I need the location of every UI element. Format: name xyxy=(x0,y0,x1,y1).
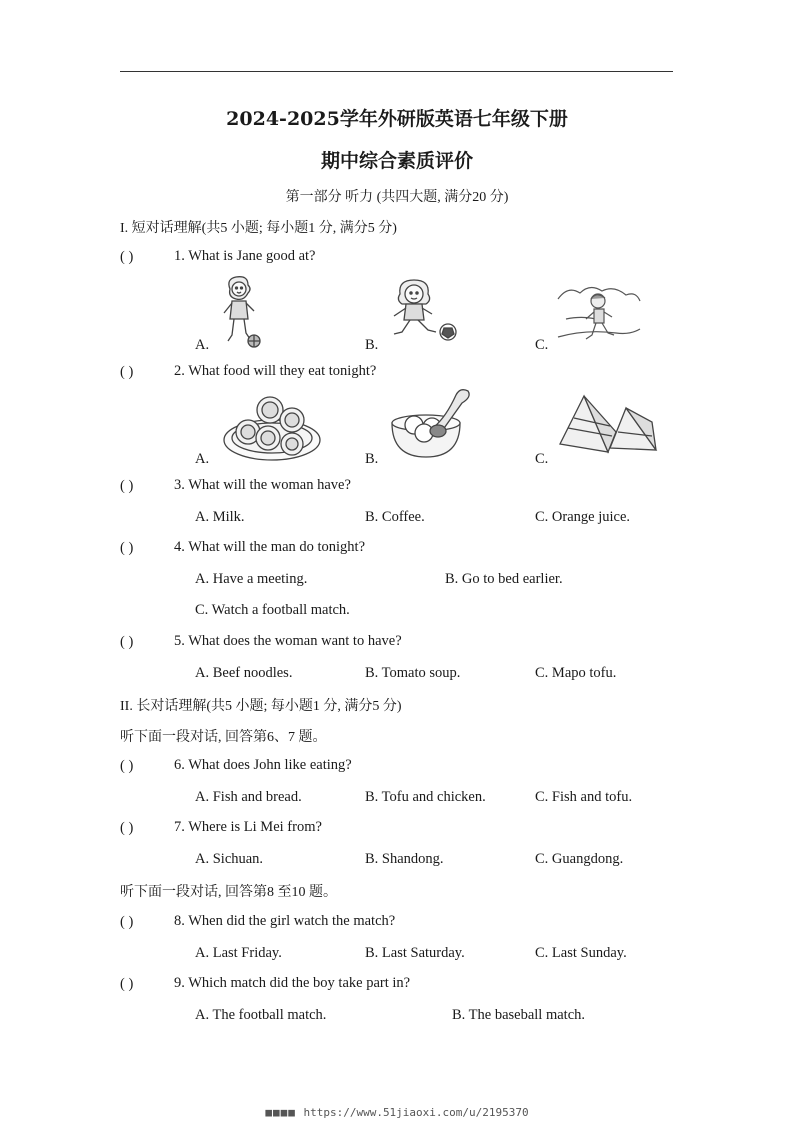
question-2-stem: 2. What food will they eat tonight? xyxy=(174,363,377,379)
page-subtitle: 期中综合素质评价 xyxy=(320,150,473,172)
option-9b[interactable]: B. The baseball match. xyxy=(452,1007,586,1023)
tangyuan-bowl-icon xyxy=(388,387,474,463)
footer-url-text[interactable]: https://www.51jiaoxi.com/u/2195370 xyxy=(303,1106,529,1119)
option-5a[interactable]: A. Beef noodles. xyxy=(195,665,293,681)
option-1b[interactable]: B. xyxy=(365,337,379,353)
option-5c[interactable]: C. Mapo tofu. xyxy=(535,665,617,681)
page-title: 2024-2025学年外研版英语七年级下册 xyxy=(226,108,568,130)
watermark-mark: ■■■■ xyxy=(265,1106,304,1119)
question-8-stem: 8. When did the girl watch the match? xyxy=(174,913,396,929)
instruction-2: 听下面一段对话, 回答第8 至10 题。 xyxy=(120,885,337,900)
option-5b[interactable]: B. Tomato soup. xyxy=(365,665,461,681)
section-heading-2: II. 长对话理解(共5 小题; 每小题1 分, 满分5 分) xyxy=(120,699,402,714)
option-1c[interactable]: C. xyxy=(535,337,549,353)
zongzi-icon xyxy=(556,392,660,462)
option-3a[interactable]: A. Milk. xyxy=(195,509,245,525)
option-6b[interactable]: B. Tofu and chicken. xyxy=(365,789,486,805)
option-2c[interactable]: C. xyxy=(535,451,549,467)
option-4a[interactable]: A. Have a meeting. xyxy=(195,571,308,587)
option-8a[interactable]: A. Last Friday. xyxy=(195,945,282,961)
option-4c[interactable]: C. Watch a football match. xyxy=(195,602,350,618)
option-7a[interactable]: A. Sichuan. xyxy=(195,851,264,867)
option-6a[interactable]: A. Fish and bread. xyxy=(195,789,302,805)
question-9-stem: 9. Which match did the boy take part in? xyxy=(174,975,411,991)
option-2a[interactable]: A. xyxy=(195,451,210,467)
part-heading: 第一部分 听力 (共四大题, 满分20 分) xyxy=(285,190,509,205)
question-1-stem: 1. What is Jane good at? xyxy=(174,248,316,264)
girl-basketball-icon xyxy=(218,275,264,349)
option-8c[interactable]: C. Last Sunday. xyxy=(535,945,627,961)
option-4b[interactable]: B. Go to bed earlier. xyxy=(445,571,563,587)
option-7c[interactable]: C. Guangdong. xyxy=(535,851,624,867)
answer-blank-8[interactable]: ( ) xyxy=(120,914,134,930)
question-4-stem: 4. What will the man do tonight? xyxy=(174,539,366,555)
answer-blank-2[interactable]: ( ) xyxy=(120,364,134,380)
answer-blank-1[interactable]: ( ) xyxy=(120,249,134,265)
question-3-stem: 3. What will the woman have? xyxy=(174,477,351,493)
option-3c[interactable]: C. Orange juice. xyxy=(535,509,631,525)
option-8b[interactable]: B. Last Saturday. xyxy=(365,945,465,961)
answer-blank-4[interactable]: ( ) xyxy=(120,540,134,556)
option-7b[interactable]: B. Shandong. xyxy=(365,851,444,867)
section-heading-1: I. 短对话理解(共5 小题; 每小题1 分, 满分5 分) xyxy=(120,221,397,236)
top-rule xyxy=(120,71,673,72)
question-5-stem: 5. What does the woman want to have? xyxy=(174,633,402,649)
girl-soccer-icon xyxy=(386,276,464,344)
instruction-1: 听下面一段对话, 回答第6、7 题。 xyxy=(120,730,327,745)
question-7-stem: 7. Where is Li Mei from? xyxy=(174,819,322,835)
answer-blank-9[interactable]: ( ) xyxy=(120,976,134,992)
mooncakes-plate-icon xyxy=(222,392,324,464)
answer-blank-6[interactable]: ( ) xyxy=(120,758,134,774)
option-1a[interactable]: A. xyxy=(195,337,210,353)
boy-running-icon xyxy=(556,279,642,349)
answer-blank-3[interactable]: ( ) xyxy=(120,478,134,494)
option-6c[interactable]: C. Fish and tofu. xyxy=(535,789,633,805)
answer-blank-5[interactable]: ( ) xyxy=(120,634,134,650)
question-6-stem: 6. What does John like eating? xyxy=(174,757,352,773)
footer-url[interactable] xyxy=(0,1106,794,1119)
option-3b[interactable]: B. Coffee. xyxy=(365,509,425,525)
option-9a[interactable]: A. The football match. xyxy=(195,1007,327,1023)
option-2b[interactable]: B. xyxy=(365,451,379,467)
answer-blank-7[interactable]: ( ) xyxy=(120,820,134,836)
